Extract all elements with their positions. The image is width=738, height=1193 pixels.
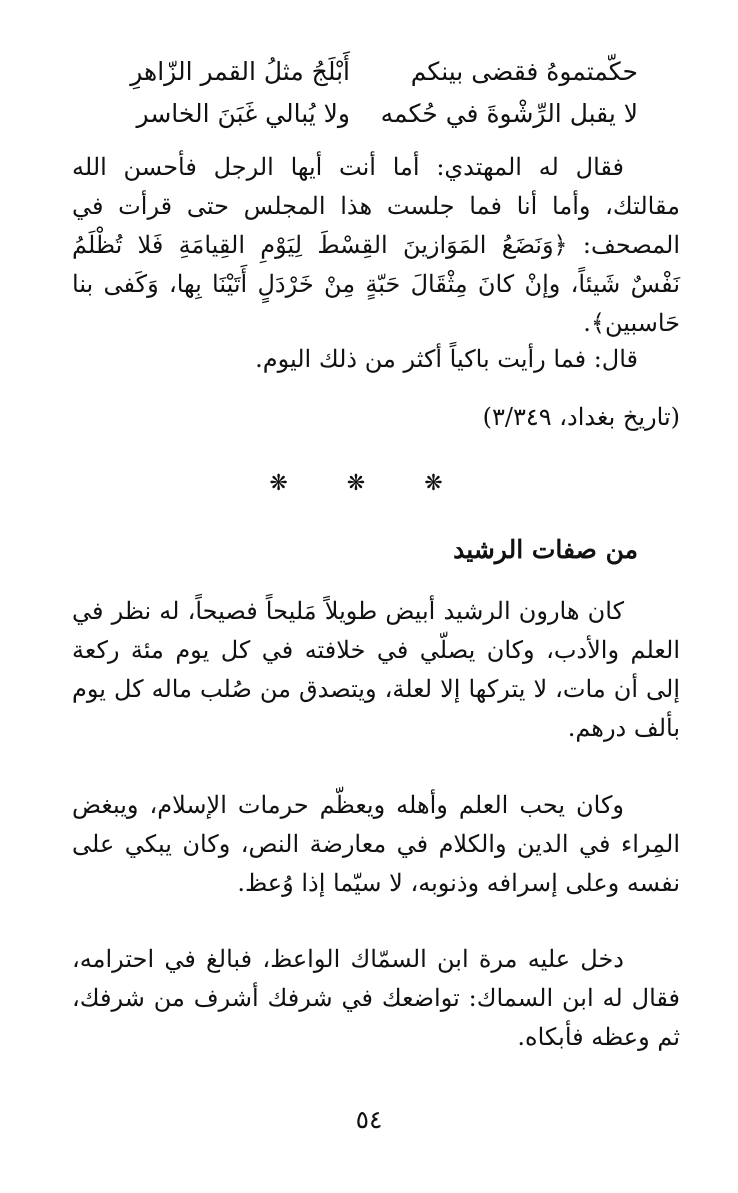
section-separator: ❋ ❋ ❋ (269, 471, 469, 496)
verse-2-first-hemistich: لا يقبل الرِّشْوةَ في حُكمه (380, 99, 638, 128)
page-number: ٥٤ (355, 1105, 383, 1134)
source-citation: (تاريخ بغداد، ٣/٣٤٩) (482, 403, 680, 431)
paragraph-rashid-description: كان هارون الرشيد أبيض طويلاً مَليحاً فصيحاً، له نظر في العلم والأدب، وكان يصلّي في خلافته في كل يوم مئة ركعة إلى أن مات، لا يتركها إلا لعلة، ويتصدق من صُلب ماله كل يوم بألف درهم. (72, 597, 680, 742)
paragraph-rashid-knowledge: وكان يحب العلم وأهله ويعظّم حرمات الإسلام، ويبغض المِراء في الدين والكلام في معارضة النص، وكان يبكي على نفسه وعلى إسرافه وذنوبه، لا سيّما إذا وُعظ. (72, 791, 680, 897)
paragraph-mahdi-reply: فقال له المهتدي: أما أنت أيها الرجل فأحسن الله مقالتك، وأما أنا فما جلست هذا المجلس حتى قرأت في المصحف: ﴿وَنَضَعُ المَوَازينَ القِسْطَ لِيَوْمِ القِيامَةِ فَلا تُظْلَمُ نَفْسٌ شَيئاً، وإنْ كانَ مِثْقَالَ حَبّةٍ مِنْ خَرْدَلٍ أَتَيْنَا بِها، وَكَفى بنا حَاسبين﴾. (72, 153, 680, 337)
poem-verse-1 (0, 52, 738, 92)
paragraph-ibn-sammak: دخل عليه مرة ابن السمّاك الواعظ، فبالغ في احترامه، فقال له ابن السماك: تواضعك في شرفك أشرف من شرفك، ثم وعظه فأبكاه. (72, 945, 680, 1051)
paragraph-weeping: قال: فما رأيت باكياً أكثر من ذلك اليوم. (255, 345, 638, 373)
section-title: من صفات الرشيد (453, 535, 638, 564)
verse-2-second-hemistich: ولا يُبالي غَبَنَ الخاسر (136, 99, 350, 128)
verse-1-first-hemistich: حكّمتموهُ فقضى بينكم (410, 57, 638, 86)
verse-1-second-hemistich: أَبْلَجُ مثلُ القمر الزّاهرِ (130, 57, 350, 86)
poem-verse-2 (0, 94, 738, 134)
